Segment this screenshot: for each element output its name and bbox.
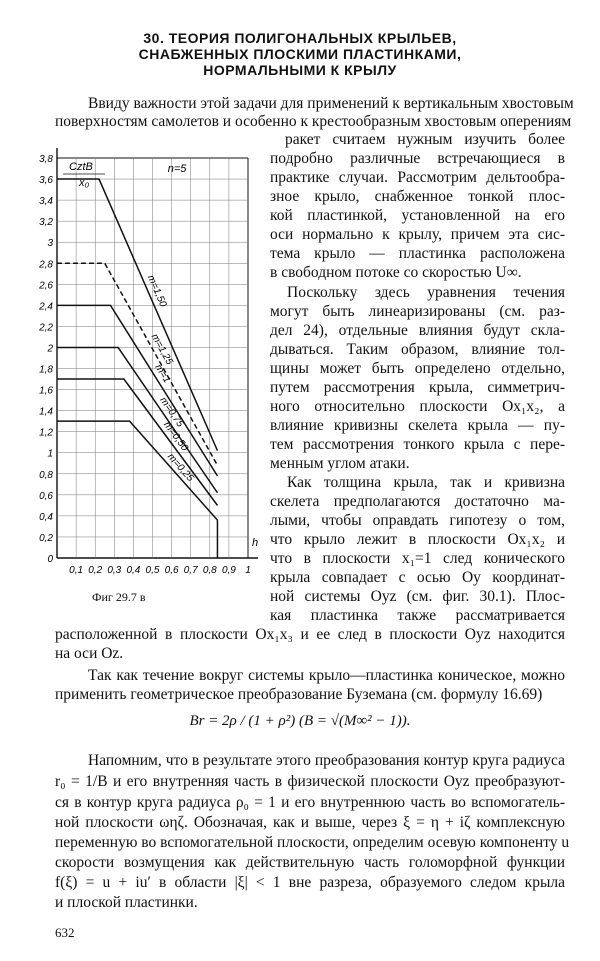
text-line: дел 24), отдельные влияния будут скла- xyxy=(270,322,565,339)
y-tick-label: 3,6 xyxy=(39,175,53,187)
page-number: 632 xyxy=(55,925,75,940)
busemann-formula: Br = 2ρ / (1 + ρ²) (B = √(M∞² − 1)). xyxy=(189,713,411,729)
curve-m-0-75 xyxy=(57,347,217,492)
y-tick-label: 1,2 xyxy=(39,427,53,439)
curve-label: m=0,25 xyxy=(164,451,196,484)
curve-label: m=1,25 xyxy=(148,332,175,367)
text-line: ной плоскости ωηζ. Обозначая, как и выше, через ξ = η + iζ комплексную xyxy=(55,814,565,831)
y-tick-label: 1,6 xyxy=(39,385,53,397)
curve-m-0-50 xyxy=(57,379,217,505)
text-line: и плоской пластинки. xyxy=(55,894,198,911)
text-line: тема крыло — пластинка расположена xyxy=(270,245,565,262)
text-line: r₀ = 1/B и его внутренняя часть в физической плоскости Oyz преобразуют- xyxy=(55,773,565,790)
y-tick-label: 0 xyxy=(47,554,53,565)
text-line: щины может быть определено отдельно, xyxy=(270,360,565,377)
y-tick-label: 0,2 xyxy=(39,532,53,544)
y-tick-label: 0,6 xyxy=(39,490,53,502)
figure-29-7 xyxy=(32,130,262,600)
y-axis-label-top: CztB xyxy=(69,161,93,173)
y-axis-label-bottom: x₀ xyxy=(79,177,90,189)
curve-label: m=1 xyxy=(152,362,173,386)
text-line: ного относительно плоскости Ox₁x₂, а xyxy=(270,398,565,415)
text-line: применить геометрическое преобразование Буземана (см. формулу 16.69) xyxy=(55,686,543,703)
x-tick-label: 0,5 xyxy=(145,565,160,576)
text-line: лыми, чтобы оправдать гипотезу о том, xyxy=(270,512,565,529)
text-line: на оси Oz. xyxy=(55,645,124,662)
text-line: скорости возмущения как действительную часть голоморфной функции xyxy=(55,854,565,871)
text-line: что крыло лежит в плоскости Ox₁x₂ и xyxy=(270,531,565,548)
text-line: Напомним, что в результате этого преобразования контур круга радиуса xyxy=(88,752,565,769)
text-line: расположенной в плоскости Ox₁x₃ и ее след в плоскости Oyz находится xyxy=(55,626,565,643)
text-line: путем рассмотрения крыла, симметрич- xyxy=(270,379,565,396)
text-line: Поскольку здесь уравнения течения xyxy=(287,284,565,301)
text-line: кая пластинка также рассматривается xyxy=(270,607,565,624)
text-line: дываться. Таким образом, влияние тол- xyxy=(270,341,565,358)
x-tick-label: 0,2 xyxy=(88,565,103,576)
text-line: влияние кривизны скелета крыла — пу- xyxy=(270,417,565,434)
h-axis-label: h xyxy=(252,537,259,549)
text-line: тем рассмотрения тонкого крыла с пере- xyxy=(270,436,565,453)
y-tick-label: 2 xyxy=(47,343,53,355)
curve-label: m=0,50 xyxy=(161,419,190,454)
y-tick-label: 2,2 xyxy=(39,322,53,334)
text-line: зное крыло, снабженное тонкой плос- xyxy=(270,188,565,205)
text-line: Ввиду важности этой задачи для применений к вертикальным хвостовым xyxy=(88,95,574,112)
text-line: крыла совпадает с осью Oy координат- xyxy=(270,569,565,586)
text-line: Как толщина крыла, так и кривизна xyxy=(287,474,565,491)
text-line: Так как течение вокруг системы крыло—пластинка коническое, можно xyxy=(88,667,565,684)
curve-m-1-50 xyxy=(57,179,217,451)
text-line: могут быть линеаризированы (см. раз- xyxy=(270,303,565,320)
section-title-line3: НОРМАЛЬНЫМИ К КРЫЛУ xyxy=(203,62,397,78)
x-tick-label: 0,7 xyxy=(183,565,198,576)
text-line: f(ξ) = u + iu′ в области |ξ| < 1 вне разреза, образуемого следом крыла xyxy=(55,874,565,891)
y-tick-label: 3,2 xyxy=(39,217,53,229)
figure-caption: Фиг 29.7 в xyxy=(92,590,146,604)
curve-label: m=0,75 xyxy=(157,395,186,430)
curve-m-1 xyxy=(57,305,217,476)
y-tick-label: 2,6 xyxy=(39,280,53,292)
y-tick-label: 3 xyxy=(47,238,53,250)
x-tick-label: 0,1 xyxy=(69,565,84,576)
x-tick-label: 1 xyxy=(245,565,251,576)
y-tick-label: 2,8 xyxy=(39,259,53,271)
text-line: менным углом атаки. xyxy=(270,455,410,472)
text-line: подробно различные встречающиеся в xyxy=(270,150,565,167)
y-tick-label: 0,4 xyxy=(39,511,53,523)
y-tick-label: 1,8 xyxy=(39,364,53,376)
text-line: поверхностям самолетов и особенно к крестообразным хвостовым оперениям xyxy=(55,113,572,130)
x-tick-label: 0,6 xyxy=(164,565,179,576)
y-tick-label: 1,4 xyxy=(39,406,53,418)
param-label: n=5 xyxy=(167,163,187,175)
x-tick-label: 0,9 xyxy=(221,565,236,576)
y-tick-label: 3,8 xyxy=(39,154,53,165)
curve-m-1-25 xyxy=(57,263,217,465)
x-tick-label: 0,8 xyxy=(202,565,217,576)
text-line: оси нормально к крылу, причем эта сис- xyxy=(270,226,565,243)
text-line: ной системы Oyz (см. фиг. 30.1). Плос- xyxy=(270,588,565,605)
text-line: переменную во вспомогательной плоскости, определим осевую компоненту u xyxy=(55,834,570,851)
x-tick-label: 0,3 xyxy=(107,565,122,576)
y-tick-label: 2,4 xyxy=(39,301,53,313)
curve-label: m=1,50 xyxy=(144,273,169,309)
curve-m-0-25 xyxy=(57,421,217,520)
text-line: в свободном потоке со скоростью U∞. xyxy=(270,264,522,281)
text-line: кой пластинкой, установленной на его xyxy=(270,207,565,224)
text-line: ся в контур круга радиуса ρ₀ = 1 и его внутреннюю часть во вспомогатель- xyxy=(55,794,565,811)
y-tick-label: 3,4 xyxy=(39,196,53,208)
y-tick-label: 1 xyxy=(47,448,53,460)
text-line: практике случаи. Рассмотрим дельтообра- xyxy=(270,169,565,186)
text-line: что в плоскости x₁=1 след конического xyxy=(270,550,565,567)
y-tick-label: 0,8 xyxy=(39,469,53,481)
x-tick-label: 0,4 xyxy=(126,565,141,576)
text-line: скелета предполагаются достаточно ма- xyxy=(270,493,565,510)
text-line: ракет считаем нужным изучить более xyxy=(285,131,565,148)
section-title-line2: СНАБЖЕННЫХ ПЛОСКИМИ ПЛАСТИНКАМИ, xyxy=(138,46,462,62)
section-title-line1: 30. ТЕОРИЯ ПОЛИГОНАЛЬНЫХ КРЫЛЬЕВ, xyxy=(143,30,457,46)
